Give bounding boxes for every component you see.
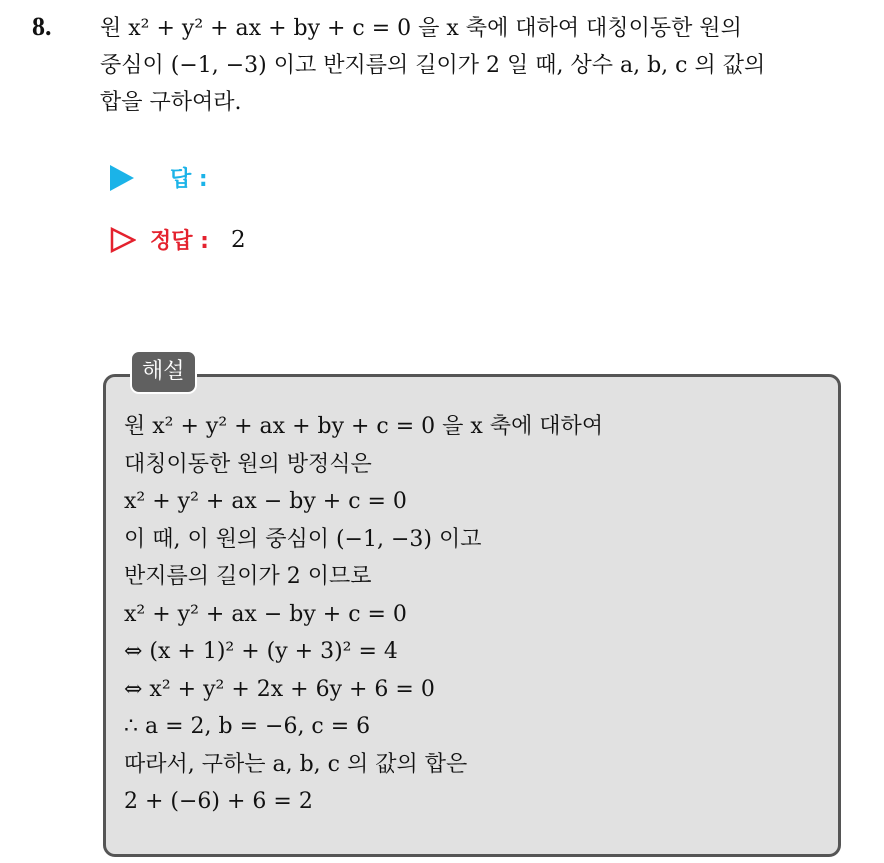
outline-play-icon bbox=[110, 227, 136, 253]
solution-line: 따라서, 구하는 a, b, c 의 값의 합은 bbox=[124, 751, 468, 777]
correct-answer-label: 정답 : bbox=[150, 229, 209, 254]
solution-line: x² + y² + ax − by + c = 0 bbox=[124, 489, 407, 514]
solution-line: ∴ a = 2, b = −6, c = 6 bbox=[124, 714, 371, 739]
solution-line: ⇔ (x + 1)² + (y + 3)² = 4 bbox=[124, 639, 398, 664]
question-line: 합을 구하여라. bbox=[100, 90, 242, 115]
question-text bbox=[100, 10, 860, 121]
solution-line: 2 + (−6) + 6 = 2 bbox=[124, 789, 313, 814]
answer-label: 답 : bbox=[170, 167, 208, 192]
solution-line: ⇔ x² + y² + 2x + 6y + 6 = 0 bbox=[124, 676, 435, 702]
solution-line: x² + y² + ax − by + c = 0 bbox=[124, 601, 407, 627]
play-icon bbox=[110, 165, 134, 191]
question-line: 원 x² + y² + ax + by + c = 0 을 x 축에 대하여 대칭이동한 원의 bbox=[100, 16, 742, 41]
correct-answer-value: 2 bbox=[230, 226, 246, 253]
solution-text bbox=[124, 408, 824, 821]
question-line: 중심이 (−1, −3) 이고 반지름의 길이가 2 일 때, 상수 a, b, c 의 값의 bbox=[100, 53, 766, 78]
solution-line: 원 x² + y² + ax + by + c = 0 을 x 축에 대하여 bbox=[124, 414, 604, 439]
solution-line: 반지름의 길이가 2 이므로 bbox=[124, 564, 372, 589]
solution-line: 이 때, 이 원의 중심이 (−1, −3) 이고 bbox=[124, 526, 482, 552]
correct-answer-row bbox=[110, 224, 246, 255]
solution-tab: 해설 bbox=[130, 350, 197, 394]
question-number: 8. bbox=[32, 12, 52, 41]
answer-row bbox=[110, 162, 208, 193]
solution-line: 대칭이동한 원의 방정식은 bbox=[124, 451, 372, 477]
